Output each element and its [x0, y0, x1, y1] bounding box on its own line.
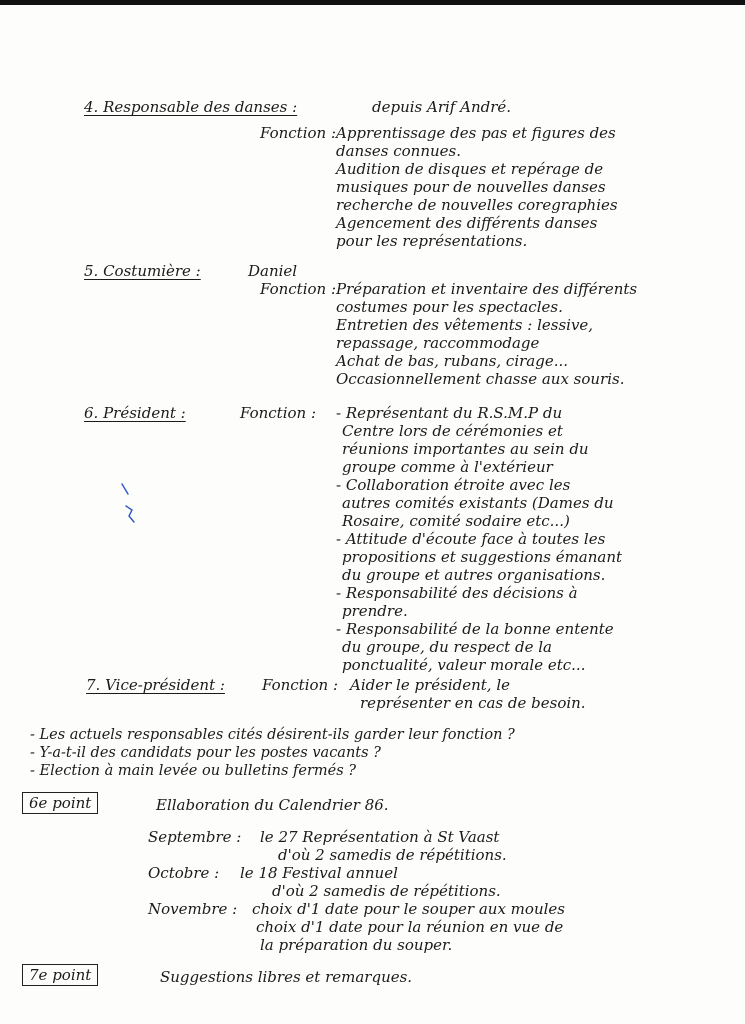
s5-line: costumes pour les spectacles.	[336, 298, 563, 316]
s4-line: musiques pour de nouvelles danses	[336, 178, 606, 196]
s5-line: Préparation et inventaire des différents	[336, 280, 638, 298]
s5-function-label: Fonction :	[260, 280, 337, 298]
point-7-box: 7e point	[22, 964, 98, 986]
s6-line: - Représentant du R.S.M.P du	[336, 404, 563, 422]
s7-title-text: 7. Vice-président :	[86, 676, 225, 694]
calendar-entry: le 27 Représentation à St Vaast	[260, 828, 500, 846]
s6-line: du groupe et autres organisations.	[342, 566, 606, 584]
calendar-entry: le 18 Festival annuel	[240, 864, 398, 882]
calendar-entry: la préparation du souper.	[260, 936, 453, 954]
s4-function-label: Fonction :	[260, 124, 337, 142]
s4-line: pour les représentations.	[336, 232, 528, 250]
s5-person: Daniel	[248, 262, 298, 280]
s6-line: - Responsabilité des décisions à	[336, 584, 578, 602]
calendar-month: Octobre :	[148, 864, 220, 882]
s6-line: du groupe, du respect de la	[342, 638, 552, 656]
calendar-entry: choix d'1 date pour la réunion en vue de	[256, 918, 564, 936]
s5-line: repassage, raccommodage	[336, 334, 540, 352]
s5-line: Achat de bas, rubans, cirage...	[336, 352, 569, 370]
s4-line: Apprentissage des pas et figures des	[336, 124, 616, 142]
s5-line: Entretien des vêtements : lessive,	[336, 316, 594, 334]
s6-line: propositions et suggestions émanant	[342, 548, 623, 566]
scan-top-border	[0, 0, 745, 5]
s6-line: - Collaboration étroite avec les	[336, 476, 571, 494]
question-line: - Election à main levée ou bulletins fermés ?	[30, 763, 357, 779]
s7-line: représenter en cas de besoin.	[360, 694, 586, 712]
calendar-entry: d'où 2 samedis de répétitions.	[272, 882, 501, 900]
s4-line: recherche de nouvelles coregraphies	[336, 196, 618, 214]
s6-line: groupe comme à l'extérieur	[342, 458, 553, 476]
s4-line: Audition de disques et repérage de	[336, 160, 604, 178]
s6-line: Rosaire, comité sodaire etc...)	[342, 512, 570, 530]
point-6-title: Ellaboration du Calendrier 86.	[156, 796, 389, 814]
s6-line: ponctualité, valeur morale etc...	[342, 656, 586, 674]
s6-line: - Attitude d'écoute face à toutes les	[336, 530, 606, 548]
s4-person: depuis Arif André.	[372, 98, 512, 116]
s7-function-label: Fonction :	[262, 676, 339, 694]
s6-function-label: Fonction :	[240, 404, 317, 422]
calendar-entry: d'où 2 samedis de répétitions.	[278, 846, 507, 864]
s5-title: 5. Costumière :	[84, 262, 201, 280]
point-6-box: 6e point	[22, 792, 98, 814]
s6-line: - Responsabilité de la bonne entente	[336, 620, 614, 638]
question-line: - Y-a-t-il des candidats pour les postes vacants ?	[30, 745, 381, 761]
s5-line: Occasionnellement chasse aux souris.	[336, 370, 625, 388]
question-line: - Les actuels responsables cités désirent-ils garder leur fonction ?	[30, 727, 515, 743]
s7-title	[86, 676, 225, 694]
point-7-title: Suggestions libres et remarques.	[160, 968, 413, 986]
s4-title: 4. Responsable des danses :	[84, 98, 298, 116]
s6-line: autres comités existants (Dames du	[342, 494, 614, 512]
s6-line: Centre lors de cérémonies et	[342, 422, 563, 440]
pen-mark-icon	[120, 480, 138, 524]
s4-line: Agencement des différents danses	[336, 214, 598, 232]
s6-line: prendre.	[342, 602, 408, 620]
calendar-month: Septembre :	[148, 828, 242, 846]
calendar-entry: choix d'1 date pour le souper aux moules	[252, 900, 565, 918]
s4-line: danses connues.	[336, 142, 462, 160]
s7-line: Aider le président, le	[350, 676, 511, 694]
s6-line: réunions importantes au sein du	[342, 440, 589, 458]
calendar-month: Novembre :	[148, 900, 238, 918]
s6-title: 6. Président :	[84, 404, 186, 422]
